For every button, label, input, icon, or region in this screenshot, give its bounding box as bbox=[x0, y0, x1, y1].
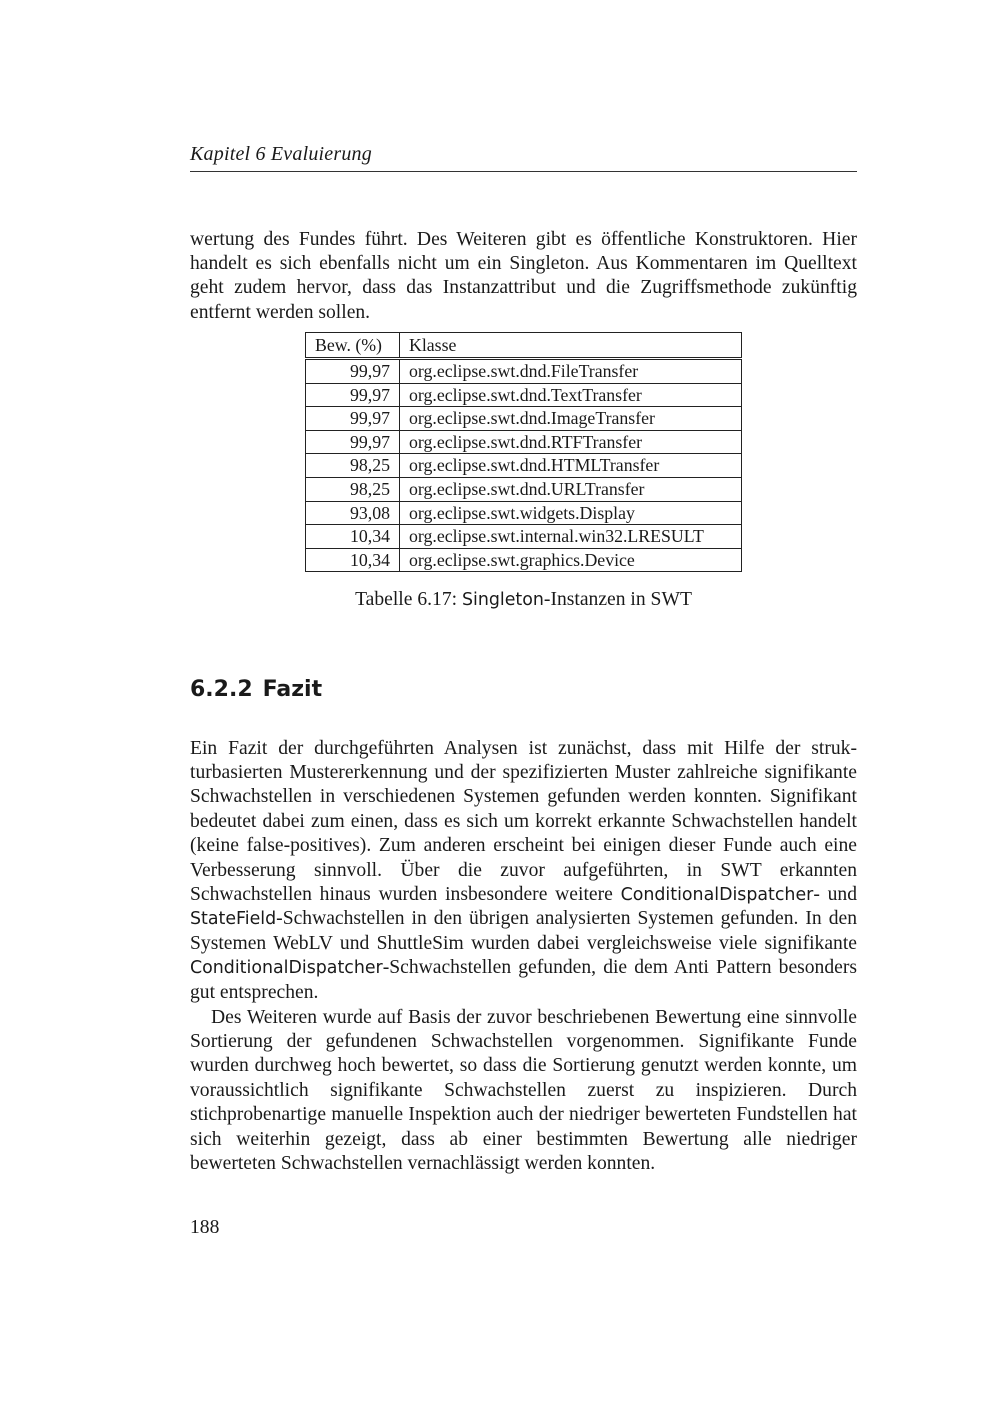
section-heading bbox=[190, 676, 322, 704]
class-cell: org.eclipse.swt.graphics.Device bbox=[400, 548, 742, 572]
running-head: Kapitel 6 Evaluierung bbox=[190, 143, 372, 165]
term-conditional-dispatcher-2: ConditionalDispatcher bbox=[190, 958, 383, 979]
section-number: 6.2.2 bbox=[190, 677, 253, 702]
term-state-field: StateField bbox=[190, 909, 277, 930]
section-title: Fazit bbox=[262, 677, 323, 702]
fazit-text-4: -Schwachstellen gefunden, die dem Anti Pattern besonders gut entsprechen. bbox=[190, 957, 857, 1003]
score-cell: 93,08 bbox=[306, 501, 400, 525]
score-cell: 99,97 bbox=[306, 359, 400, 384]
class-cell: org.eclipse.swt.dnd.RTFTransfer bbox=[400, 430, 742, 454]
class-cell: org.eclipse.swt.dnd.ImageTransfer bbox=[400, 407, 742, 431]
page-number: 188 bbox=[190, 1217, 220, 1238]
score-cell: 10,34 bbox=[306, 525, 400, 549]
caption-suffix: -Instanzen in SWT bbox=[543, 589, 692, 610]
score-cell: 10,34 bbox=[306, 548, 400, 572]
table-header-row bbox=[306, 333, 742, 359]
fazit-paragraph-2: Des Weiteren wurde auf Basis der zuvor beschriebenen Bewertung eine sinnvolle Sortierung der gefundenen Schwachstellen vorgenommen. Signifikante Funde wurden durchweg hoch bewertet, so dass die Sortierung genutzt werden konnte, um voraussichtlich signifikante Schwachstellen zuerst zu inspizieren. Durch stichprobenartige manuelle Inspektion auch der niedriger bewerteten Fundstellen hat sich weiterhin gezeigt, dass ab einer bestimmten Bewertung alle niedriger bewerteten Schwachstellen vernachlässigt werden konnten. bbox=[190, 1006, 857, 1175]
score-cell: 99,97 bbox=[306, 383, 400, 407]
table-row bbox=[306, 548, 742, 572]
table-row bbox=[306, 477, 742, 501]
score-cell: 98,25 bbox=[306, 477, 400, 501]
table-caption bbox=[305, 588, 742, 612]
class-cell: org.eclipse.swt.widgets.Display bbox=[400, 501, 742, 525]
caption-term: Singleton bbox=[461, 590, 544, 610]
fazit-text-2: - und bbox=[813, 884, 857, 906]
term-conditional-dispatcher: ConditionalDispatcher bbox=[620, 885, 814, 906]
fazit-text-1: Ein Fazit der durchgeführten Analysen ist zunächst, dass mit Hilfe der strukturbasierten Mustererkennung und der spezifizierten Muster zahlreiche signifikante Schwachstellen in verschiedenen Systemen gefunden werden konnten. Signifikant bedeutet dabei zum einen, dass es sich um korrekt erkannte Schwachstellen handelt (keine false-positives). Zum anderen erscheint bei einigen dieser Funde auch eine Verbesserung sinnvoll. Über die zuvor aufgeführten, in SWT erkannten Schwachstellen hinaus wurden insbesondere weitere bbox=[190, 737, 857, 906]
score-cell: 98,25 bbox=[306, 454, 400, 478]
table-row bbox=[306, 359, 742, 384]
score-cell: 99,97 bbox=[306, 407, 400, 431]
caption-prefix: Tabelle 6.17: bbox=[355, 589, 462, 610]
class-cell: org.eclipse.swt.dnd.URLTransfer bbox=[400, 477, 742, 501]
fazit-paragraph-1 bbox=[190, 737, 857, 1005]
table-row bbox=[306, 383, 742, 407]
table-row bbox=[306, 407, 742, 431]
intro-paragraph: wertung des Fundes führt. Des Weiteren gibt es öffentliche Konstruktoren. Hier handelt es sich ebenfalls nicht um ein Singleton. Aus Kommentaren im Quelltext geht zudem hervor, dass das Instanzattribut und die Zugriffsmethode zukünftig entfernt werden sollen. bbox=[190, 228, 857, 323]
score-cell: 99,97 bbox=[306, 430, 400, 454]
class-cell: org.eclipse.swt.dnd.FileTransfer bbox=[400, 359, 742, 384]
table-row bbox=[306, 501, 742, 525]
singleton-table bbox=[305, 332, 742, 572]
table-row bbox=[306, 430, 742, 454]
column-header-score: Bew. (%) bbox=[306, 333, 400, 359]
fazit-text-3: -Schwachstellen in den übrigen analysierten Systemen gefunden. In den Systemen WebLV und ShuttleSim wurden dabei vergleichsweise viele signifikante bbox=[190, 908, 857, 954]
table-row bbox=[306, 525, 742, 549]
header-rule bbox=[190, 171, 857, 172]
class-cell: org.eclipse.swt.dnd.HTMLTransfer bbox=[400, 454, 742, 478]
column-header-class: Klasse bbox=[400, 333, 742, 359]
class-cell: org.eclipse.swt.dnd.TextTransfer bbox=[400, 383, 742, 407]
table-row bbox=[306, 454, 742, 478]
class-cell: org.eclipse.swt.internal.win32.LRESULT bbox=[400, 525, 742, 549]
